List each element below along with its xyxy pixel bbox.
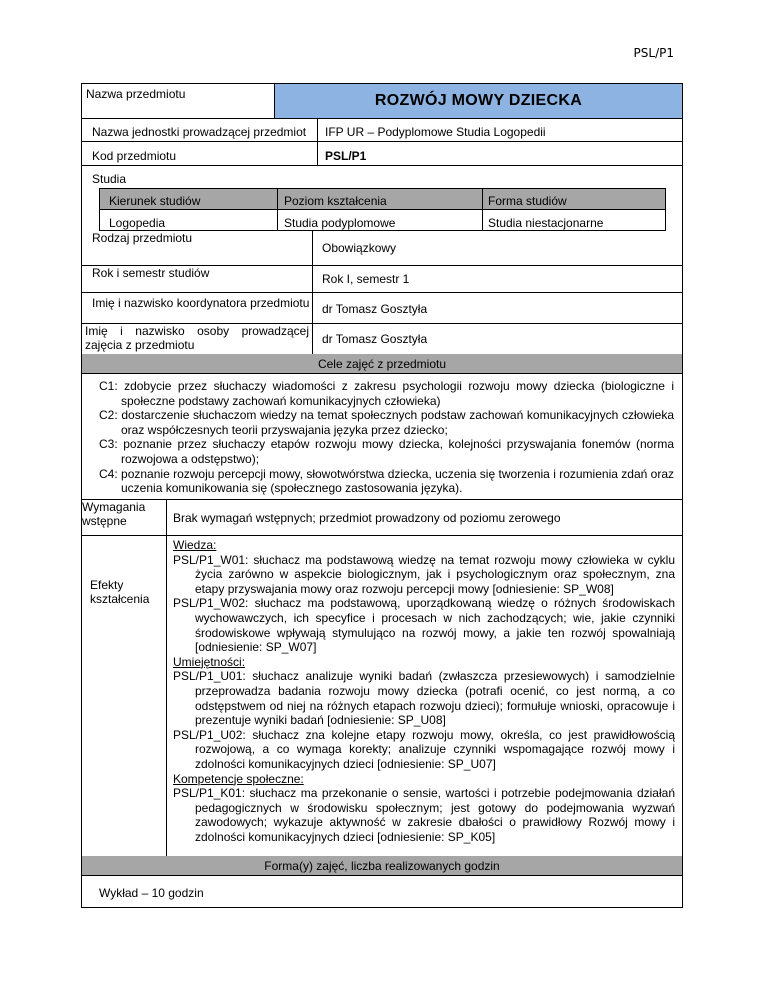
skills-heading: Umiejętności: xyxy=(173,654,246,669)
forms-header: Forma(y) zajęć, liczba realizowanych godzin xyxy=(82,856,682,875)
outcome-item: PSL/P1_K01: słuchacz ma przekonanie o sensie, wartości i potrzebie podejmowania działań pedagogicznych w środowisku społecznym; jest gotowy do podejmowania wyzwań zawodowych; wykazuje aktywność w zakresie dbałości o prawidłowy Rozwój mowy i zdolności komunikacyjnych dzieci [odniesienie: SP_K05] xyxy=(173,786,675,844)
studies-header-field: Kierunek studiów xyxy=(109,194,201,208)
prereq-value: Brak wymagań wstępnych; przedmiot prowadzony od poziomu zerowego xyxy=(173,511,561,525)
knowledge-heading: Wiedza: xyxy=(173,538,217,552)
outcomes-content xyxy=(173,538,675,844)
goal-item: C1: zdobycie przez słuchaczy wiadomości z zakresu psychologii rozwoju mowy dziecka (biologiczne i społeczne podstawy zachowań komunikacyjnych człowieka) xyxy=(99,379,674,408)
goal-item: C4: poznanie rozwoju percepcji mowy, słowotwórstwa dziecka, uczenia się tworzenia i rozumienia zdań oraz uczenia komunikowania się (społecznego zastosowania języka). xyxy=(99,466,674,496)
code-label: Kod przedmiotu xyxy=(92,149,177,163)
studies-label: Studia xyxy=(92,172,127,186)
year-value: Rok I, semestr 1 xyxy=(322,272,410,286)
lecturer-value: dr Tomasz Gosztyła xyxy=(322,332,428,346)
prereq-label: Wymagania wstępne xyxy=(82,500,146,528)
goals-list xyxy=(99,379,674,496)
page-header: PSL/P1 xyxy=(633,46,674,60)
studies-header-form: Forma studiów xyxy=(488,194,567,208)
goal-item: C3: poznanie przez słuchaczy etapów rozwoju mowy dziecka, kolejności przyswajania fonemów (norma rozwojowa a odstępstwo); xyxy=(99,437,674,466)
subject-name-value: ROZWÓJ MOWY DZIECKA xyxy=(275,84,682,118)
code-value: PSL/P1 xyxy=(325,149,367,163)
studies-value-form: Studia niestacjonarne xyxy=(488,216,604,230)
outcome-item: PSL/P1_W02: słuchacz ma podstawową, uporządkowaną wiedzę o różnych środowiskach wychowawczych, ich specyfice i procesach w nich zachodzących; wie, jakie czynniki środowiskowe wpływają stymulująco na rozwój mowy, a jakie ten rozwój spowalniają [odniesienie: SP_W07] xyxy=(173,596,675,655)
outcomes-label: Efekty kształcenia xyxy=(90,578,150,606)
subject-name-label: Nazwa przedmiotu xyxy=(86,87,186,101)
studies-header-level: Poziom kształcenia xyxy=(284,194,387,208)
unit-value: IFP UR – Podyplomowe Studia Logopedii xyxy=(325,125,546,139)
outcome-item: PSL/P1_U02: słuchacz zna kolejne etapy rozwoju mowy, określa, co jest prawidłowością rozwojową, a co wymaga korekty; analizuje czynniki wspomagające rozwój mowy i zdolności komunikacyjnych dzieci [odniesienie: SP_U07] xyxy=(173,727,675,771)
coordinator-label: Imię i nazwisko koordynatora przedmiotu xyxy=(92,296,310,310)
year-label: Rok i semestr studiów xyxy=(92,266,210,280)
goals-header: Cele zajęć z przedmiotu xyxy=(82,354,682,373)
coordinator-value: dr Tomasz Gosztyła xyxy=(322,302,428,316)
outcome-item: PSL/P1_W01: słuchacz ma podstawową wiedzę na temat rozwoju mowy człowieka w cyklu życia zarówno w aspekcie biologicznym, jak i psychologicznym oraz społecznym, zna etapy przyswajania mowy oraz rozwoju percepcji mowy [odniesienie: SP_W08] xyxy=(173,552,675,596)
syllabus-table xyxy=(81,83,683,908)
type-value: Obowiązkowy xyxy=(322,241,397,255)
social-heading: Kompetencje społeczne: xyxy=(173,771,304,786)
studies-value-field: Logopedia xyxy=(109,216,166,230)
forms-value: Wykład – 10 godzin xyxy=(99,886,204,900)
studies-value-level: Studia podyplomowe xyxy=(284,216,396,230)
unit-label: Nazwa jednostki prowadzącej przedmiot xyxy=(92,125,307,139)
goal-item: C2: dostarczenie słuchaczom wiedzy na temat społecznych podstaw zachowań komunikacyjnych człowieka oraz współczesnych teorii przyswajania języka przez dziecko; xyxy=(99,408,674,437)
type-label: Rodzaj przedmiotu xyxy=(92,231,193,245)
outcome-item: PSL/P1_U01: słuchacz analizuje wyniki badań (zwłaszcza przesiewowych) i samodzielnie przeprowadza badania rozwoju mowy dziecka (potrafi ocenić, co jest normą, a co odstępstwem od niej na różnych etapach rozwoju dzieci); formułuje wnioski, opracowuje i prezentuje wyniki badań [odniesienie: SP_U08] xyxy=(173,669,675,728)
lecturer-label: Imię i nazwisko osoby prowadzącej zajęcia z przedmiotu xyxy=(85,324,309,352)
